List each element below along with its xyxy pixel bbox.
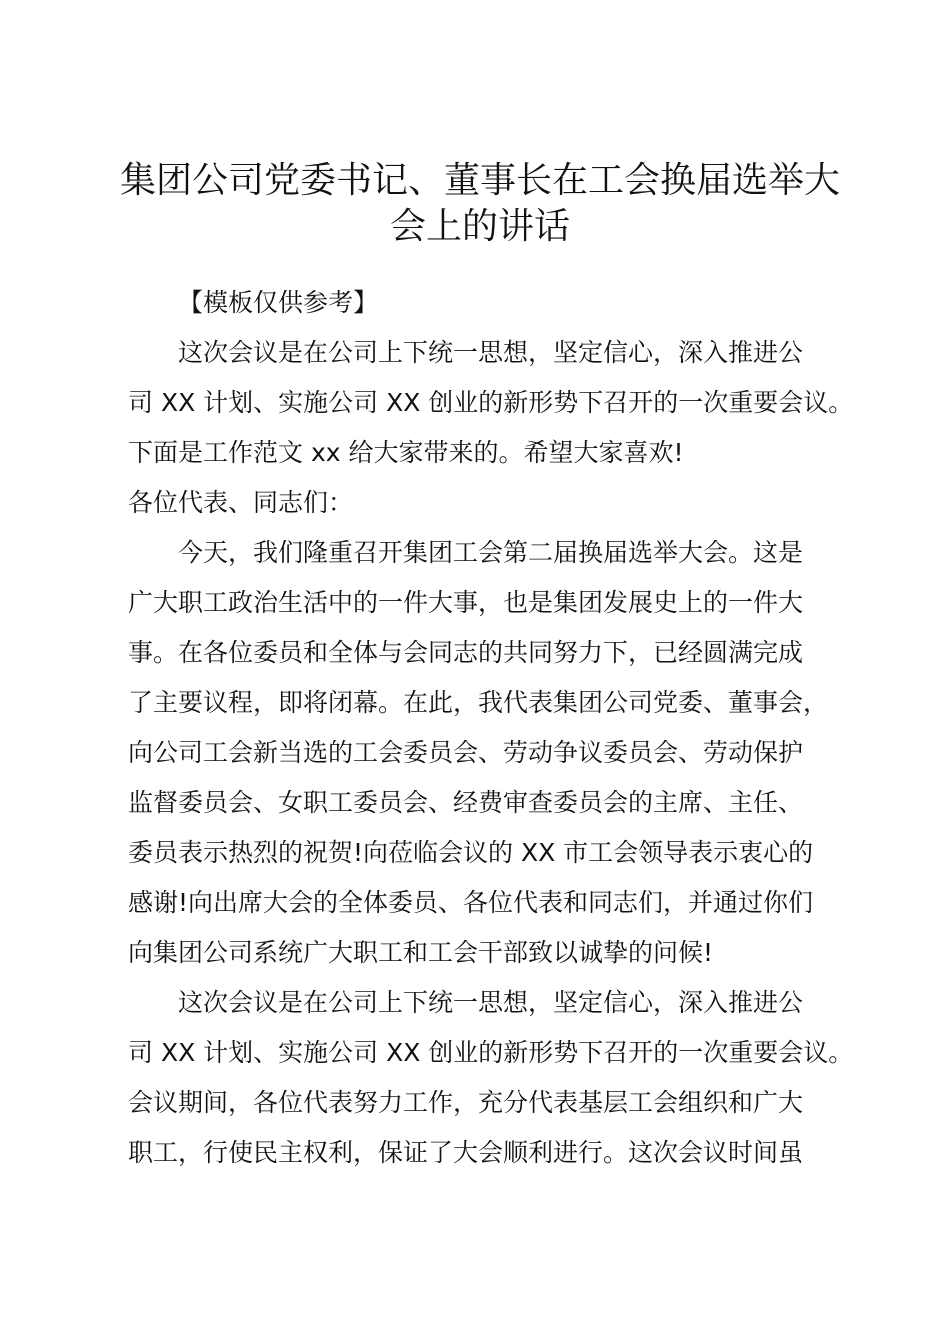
salutation: 各位代表、同志们： — [128, 488, 354, 517]
body-line: 监督委员会、女职工委员会、经费审查委员会的主席、主任、 — [128, 788, 804, 817]
body-line: 这次会议是在公司上下统一思想，坚定信心，深入推进公 — [178, 338, 804, 367]
document-title — [120, 158, 840, 250]
body-line: 感谢!向出席大会的全体委员、各位代表和同志们，并通过你们 — [128, 888, 814, 917]
body-line: 向公司工会新当选的工会委员会、劳动争议委员会、劳动保护 — [128, 738, 804, 767]
body-line: 向集团公司系统广大职工和工会干部致以诚挚的问候! — [128, 938, 714, 967]
body-line: 今天，我们隆重召开集团工会第二届换届选举大会。这是 — [178, 538, 804, 567]
template-note: 【模板仅供参考】 — [178, 288, 379, 317]
body-line: 了主要议程，即将闭幕。在此，我代表集团公司党委、董事会， — [128, 688, 829, 717]
body-line: 这次会议是在公司上下统一思想，坚定信心，深入推进公 — [178, 988, 804, 1017]
body-line: 委员表示热烈的祝贺!向莅临会议的 XX 市工会领导表示衷心的 — [128, 838, 814, 867]
body-line: 司 XX 计划、实施公司 XX 创业的新形势下召开的一次重要会议。 — [128, 388, 854, 417]
body-line: 下面是工作范文 xx 给大家带来的。希望大家喜欢! — [128, 438, 684, 467]
body-line: 司 XX 计划、实施公司 XX 创业的新形势下召开的一次重要会议。 — [128, 1038, 854, 1067]
body-line: 职工，行使民主权利，保证了大会顺利进行。这次会议时间虽 — [128, 1138, 804, 1167]
body-line: 会议期间，各位代表努力工作，充分代表基层工会组织和广大 — [128, 1088, 804, 1117]
body-line: 广大职工政治生活中的一件大事，也是集团发展史上的一件大 — [128, 588, 804, 617]
body-line: 事。在各位委员和全体与会同志的共同努力下，已经圆满完成 — [128, 638, 804, 667]
title-line-2: 会上的讲话 — [389, 206, 570, 247]
title-line-1: 集团公司党委书记、董事长在工会换届选举大 — [120, 160, 841, 201]
